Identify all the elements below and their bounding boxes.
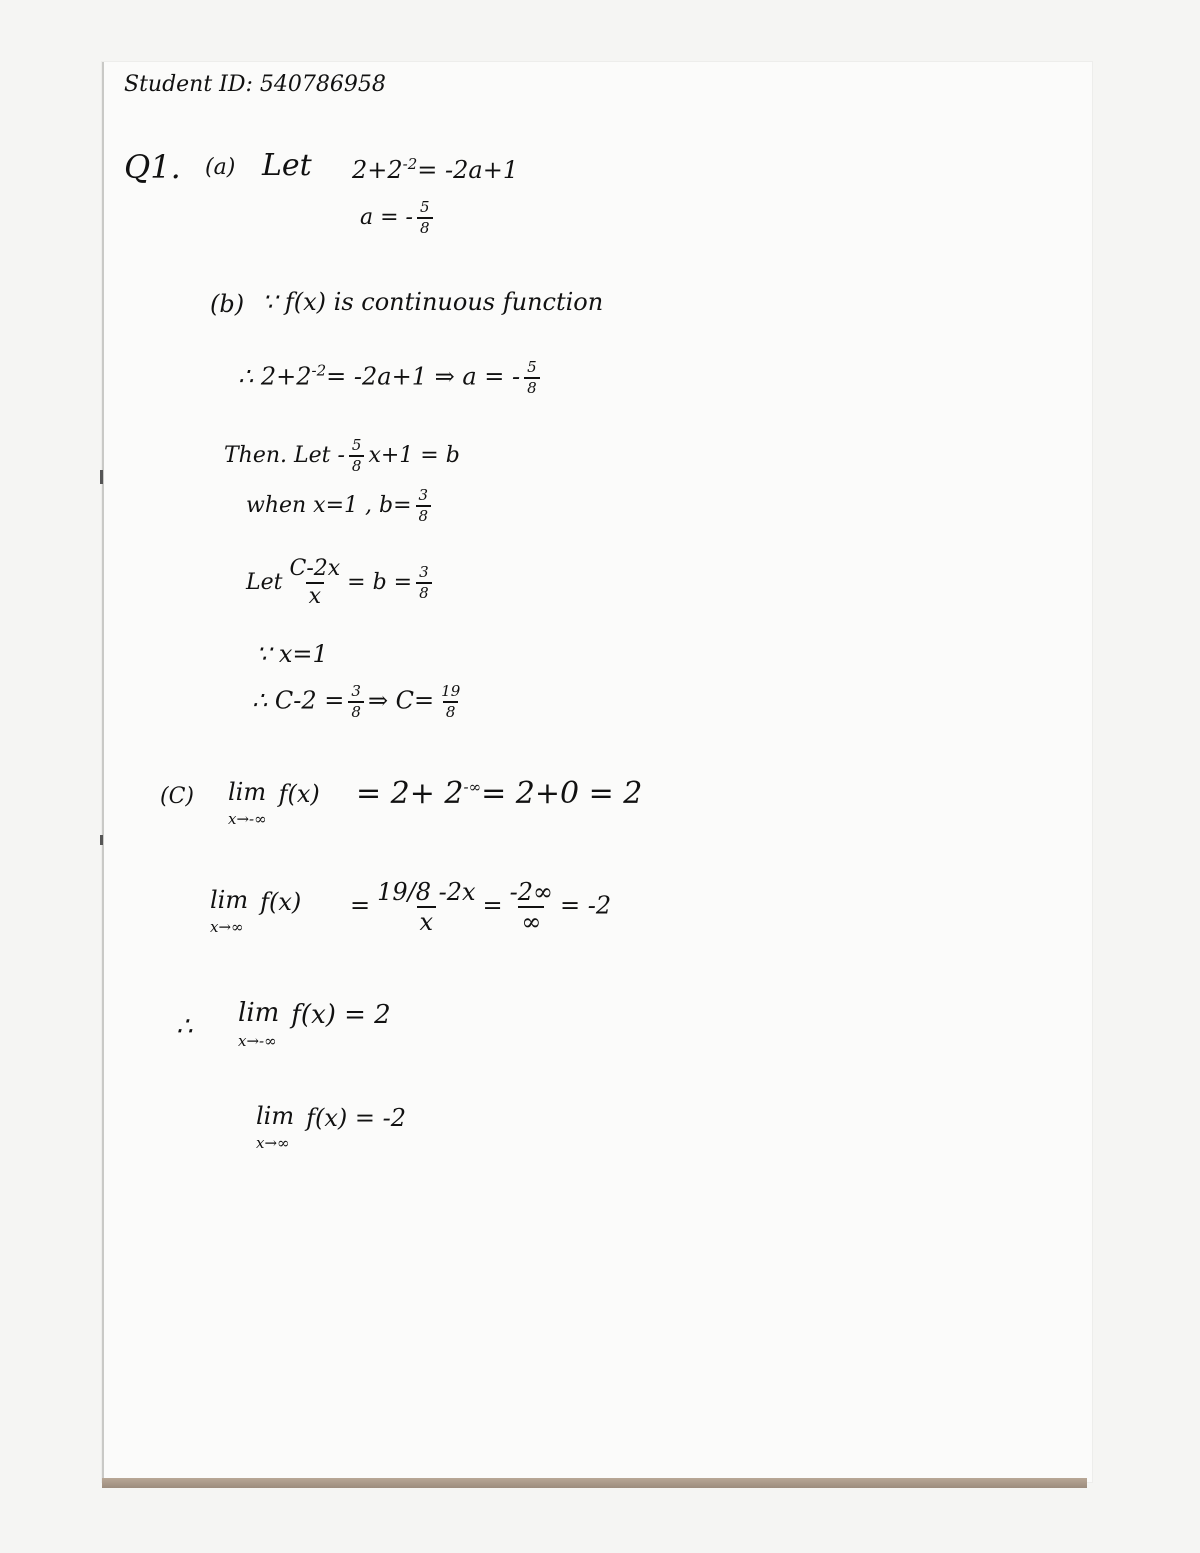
question-label: Q1. <box>124 148 181 186</box>
paper-bottom-edge <box>102 1478 1087 1488</box>
part-c-limit-pos-inf: lim x→∞ f(x) <box>210 886 302 936</box>
part-c-limit-pos-inf-value: = $\frac{19/8 -2x}{x}$ = $\frac{-2\infty}{\infty}$ = -2 <box>350 878 612 936</box>
part-c-limit-neg-inf-value: = 2+ 2-∞= 2+0 = 2 <box>356 776 643 811</box>
part-b-because: ∵ f(x) is continuous function <box>262 288 604 316</box>
part-b-then: Then. Let - $\frac{5}{8}$ x+1 = b <box>224 436 460 475</box>
part-b-c-value: ∴ C-2 = $\frac{3}{8}$ ⇒ C= $\frac{19}{8}$ <box>252 682 461 721</box>
student-id: Student ID: 540786958 <box>124 72 386 97</box>
part-b-when: when x=1 , b= $\frac{3}{8}$ <box>246 488 435 524</box>
part-a-tag: (a) <box>205 155 236 180</box>
part-a-answer: a = - $\frac{5}{8}$ <box>360 200 437 236</box>
part-a-let: Let <box>262 148 312 183</box>
margin-mark <box>100 470 103 484</box>
margin-mark <box>100 835 103 845</box>
part-c-tag: (C) <box>160 784 194 809</box>
part-c-result-pos-inf: lim x→∞ f(x) = -2 <box>256 1102 406 1152</box>
part-c-therefore: ∴ <box>176 1012 193 1042</box>
part-b-tag: (b) <box>210 290 245 318</box>
part-b-because2: ∵ x=1 <box>256 640 328 668</box>
part-b-let2: Let $\frac{C-2x}{x}$ = b = $\frac{3}{8}$ <box>246 558 436 608</box>
part-a-equation: $2+2^{-2}= -2a+1$ <box>352 155 519 184</box>
part-b-therefore: ∴ $2+2^{-2}= -2a+1$ ⇒ a = - $\frac{5}{8}$ <box>238 360 544 396</box>
part-c-result-neg-inf: lim x→-∞ f(x) = 2 <box>238 998 391 1050</box>
part-c-limit-neg-inf: lim x→-∞ f(x) <box>228 778 320 828</box>
